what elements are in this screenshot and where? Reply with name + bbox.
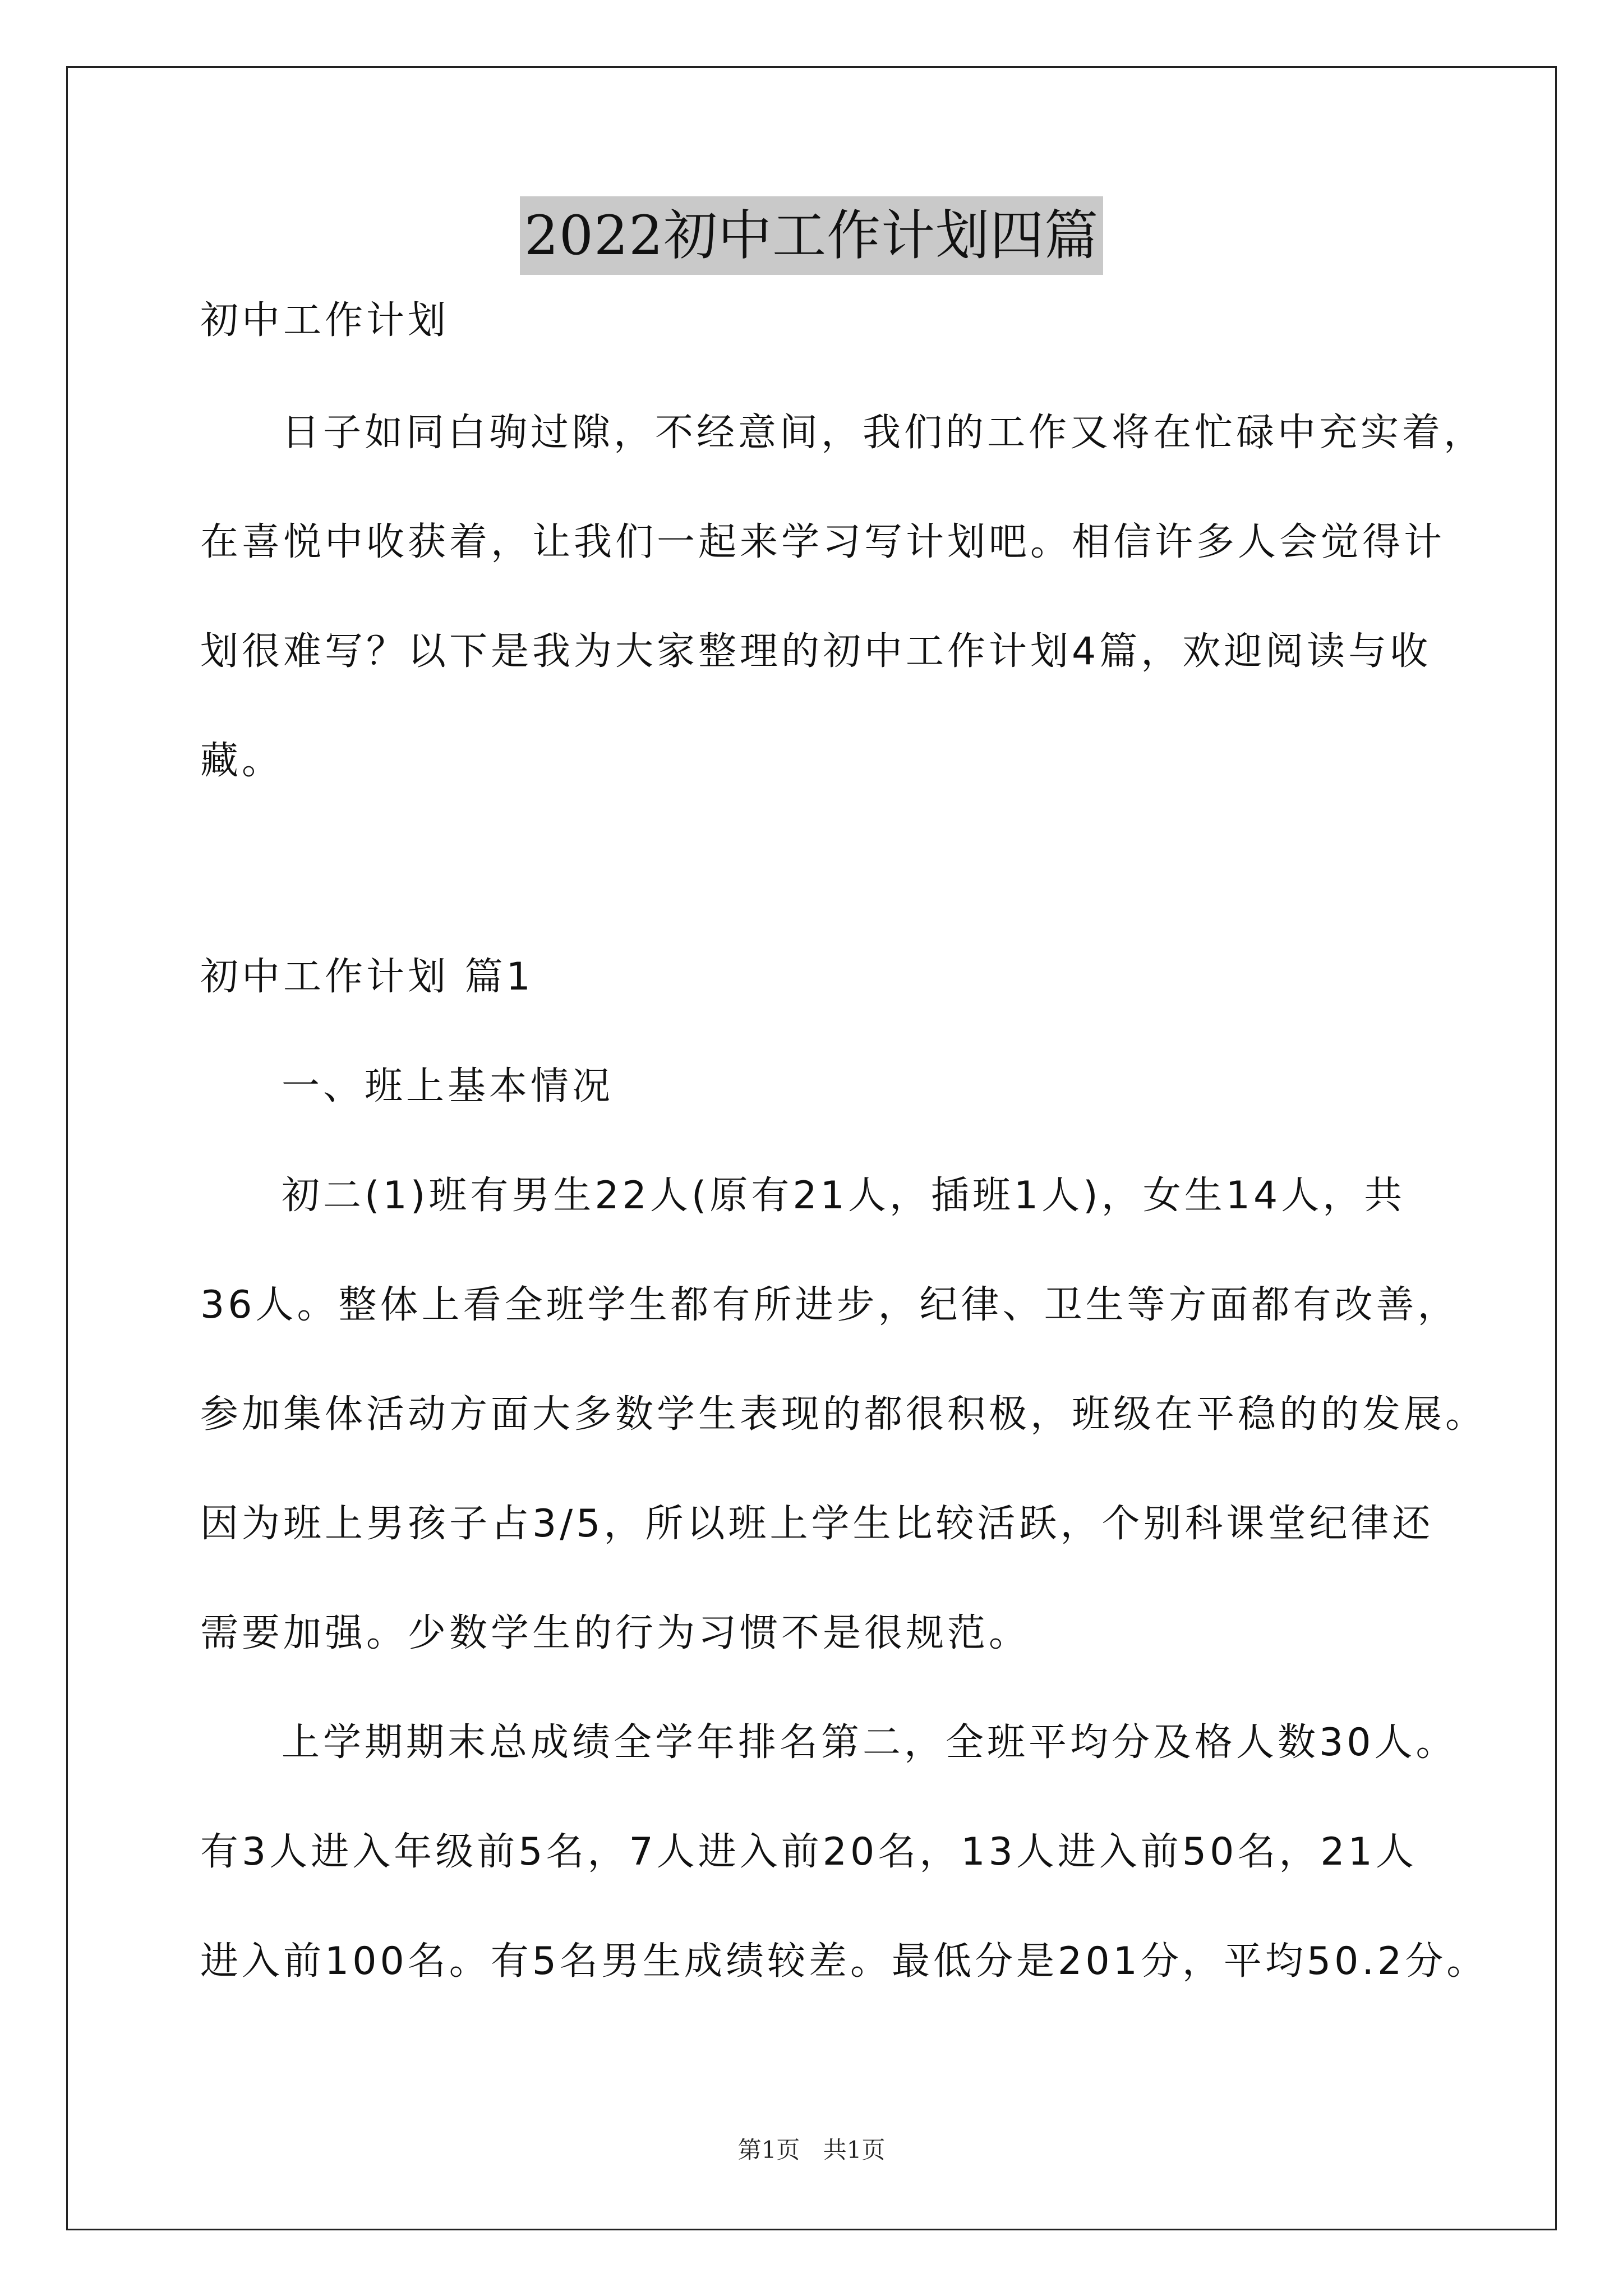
page-footer	[0, 2132, 1623, 2165]
body-line: 上学期期末总成绩全学年排名第二，全班平均分及格人数30人。	[282, 1720, 1458, 1765]
body-line: 进入前100名。有5名男生成绩较差。最低分是201分，平均50.2分。	[200, 1939, 1488, 1984]
body-line: 划很难写？以下是我为大家整理的初中工作计划4篇，欢迎阅读与收	[200, 629, 1432, 674]
body-line: 36人。整体上看全班学生都有所进步，纪律、卫生等方面都有改善，	[200, 1283, 1459, 1327]
body-line: 初二(1)班有男生22人(原有21人，插班1人)，女生14人，共	[282, 1174, 1406, 1218]
document-title: 2022初中工作计划四篇	[520, 196, 1103, 275]
title-wrap	[0, 196, 1623, 275]
body-line: 有3人进入年级前5名，7人进入前20名，13人进入前50名，21人	[200, 1830, 1417, 1874]
body-line: 因为班上男孩子占3/5，所以班上学生比较活跃，个别科课堂纪律还	[200, 1502, 1434, 1546]
page-border	[66, 66, 1557, 2230]
body-line: 藏。	[200, 739, 284, 783]
body-line: 日子如同白驹过隙，不经意间，我们的工作又将在忙碌中充实着，	[282, 411, 1486, 455]
page-number: 第1页	[737, 2136, 800, 2164]
body-line: 参加集体活动方面大多数学生表现的都很积极，班级在平稳的的发展。	[200, 1392, 1487, 1437]
section-heading: 初中工作计划 篇1	[200, 955, 534, 999]
body-line: 需要加强。少数学生的行为习惯不是很规范。	[200, 1611, 1031, 1655]
section-heading: 初中工作计划	[200, 298, 450, 343]
subsection-heading: 一、班上基本情况	[282, 1064, 614, 1108]
body-line: 在喜悦中收获着，让我们一起来学习写计划吧。相信许多人会觉得计	[200, 520, 1446, 564]
page-total: 共1页	[823, 2136, 886, 2164]
